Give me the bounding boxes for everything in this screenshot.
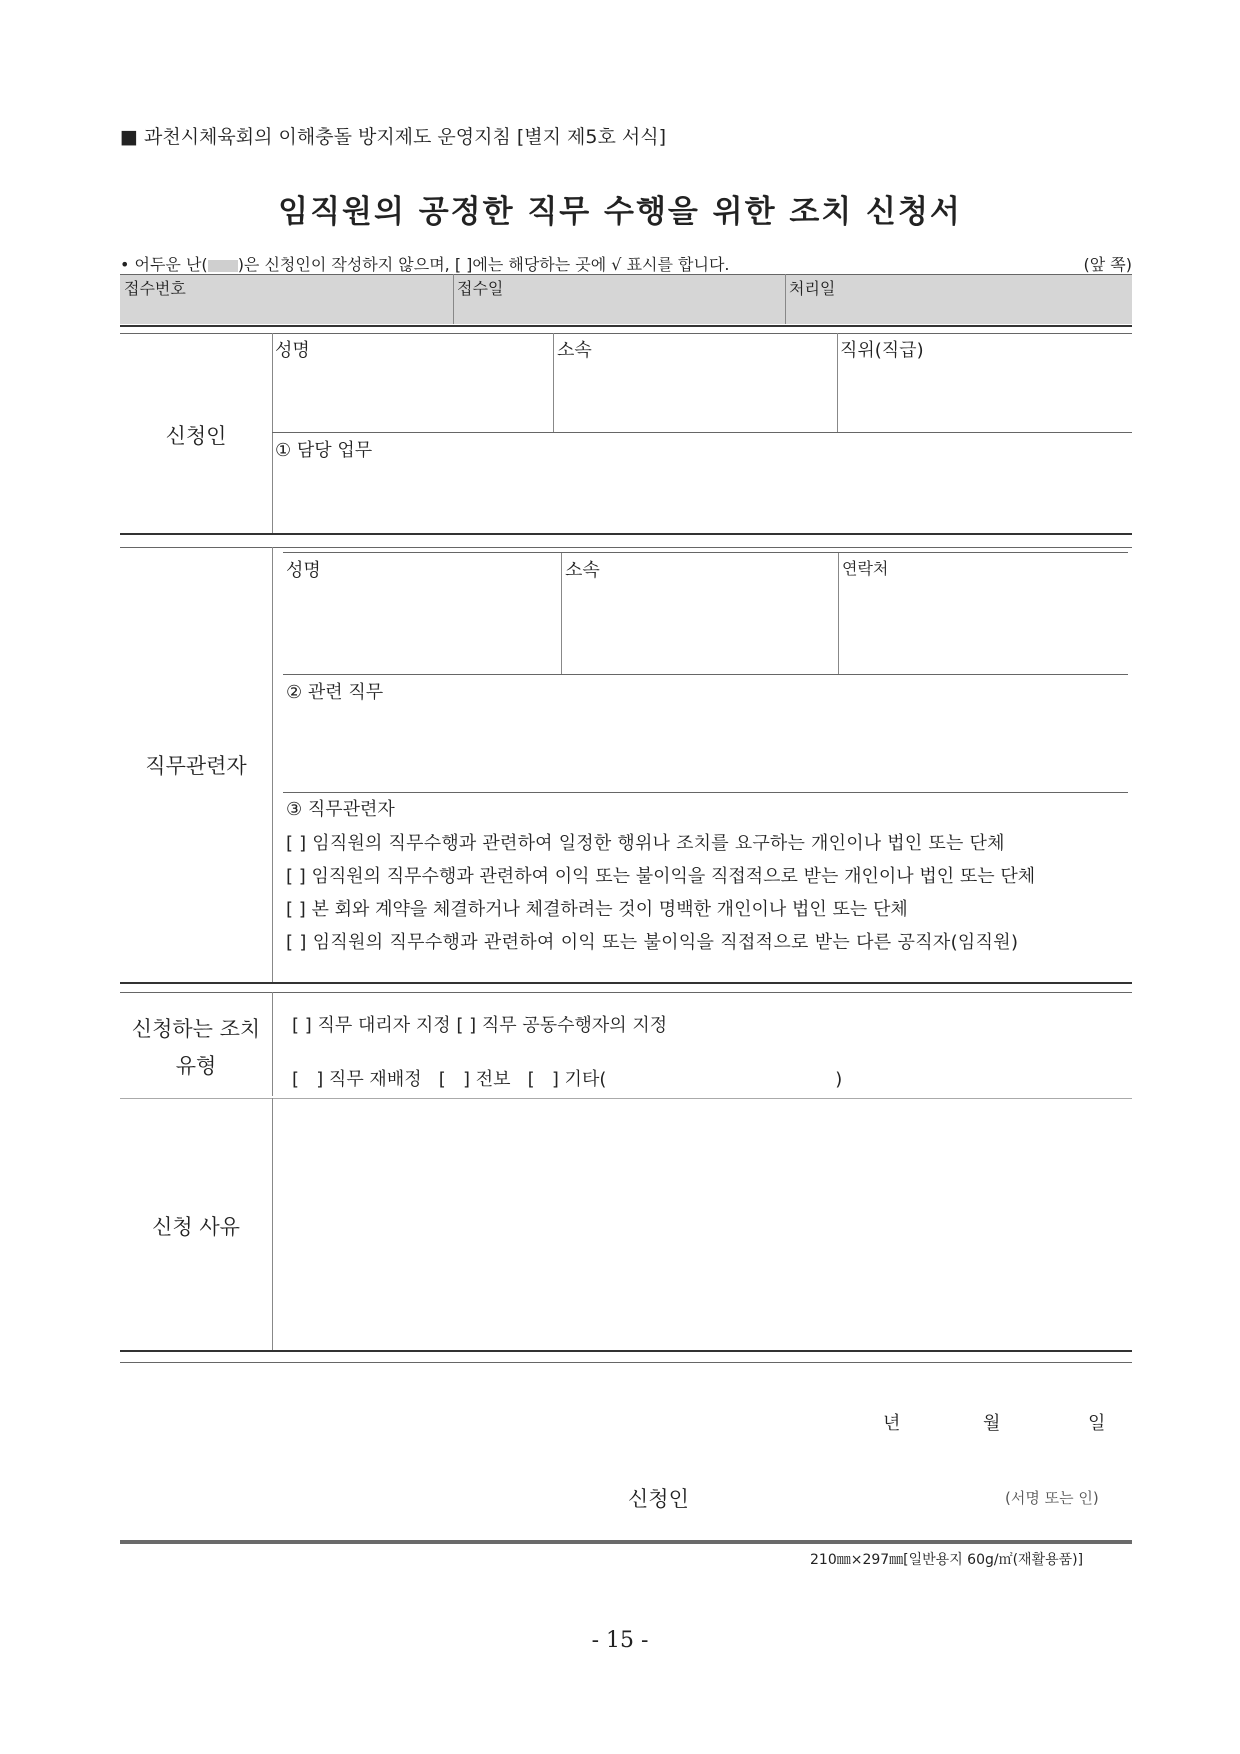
applicant-position-field[interactable]: 직위(직급) bbox=[840, 340, 924, 361]
related-affiliation-field[interactable]: 소속 bbox=[565, 560, 600, 581]
divider bbox=[838, 552, 839, 674]
divider bbox=[120, 1350, 1132, 1352]
reason-text-area[interactable] bbox=[276, 1102, 1126, 1346]
date-day-label: 일 bbox=[1088, 1413, 1106, 1434]
related-duty-field[interactable]: ② 관련 직무 bbox=[286, 682, 384, 703]
related-name-field[interactable]: 성명 bbox=[286, 560, 321, 581]
divider bbox=[553, 333, 554, 432]
divider bbox=[453, 274, 454, 324]
divider bbox=[272, 1098, 273, 1350]
divider bbox=[272, 992, 273, 1096]
footer-rule bbox=[120, 1540, 1132, 1544]
divider bbox=[272, 547, 273, 982]
receipt-date-label: 접수일 bbox=[457, 279, 504, 298]
instruction-text-1: • 어두운 난( bbox=[120, 255, 208, 274]
applicant-name-field[interactable]: 성명 bbox=[275, 340, 310, 361]
related-category-option-3[interactable]: [ ] 본 회와 계약을 체결하거나 체결하려는 것이 명백한 개인이나 법인 또는 단체 bbox=[286, 899, 908, 920]
applicant-duty-field[interactable]: ① 담당 업무 bbox=[275, 440, 373, 461]
signature-label: 신청인 bbox=[628, 1487, 689, 1511]
date-month-label: 월 bbox=[983, 1413, 1001, 1434]
instruction-text-2: )은 신청인이 작성하지 않으며, [ ]에는 해당하는 곳에 √ 표시를 합니다. bbox=[237, 255, 730, 274]
divider bbox=[785, 274, 786, 324]
measure-options-row-2[interactable]: [ ] 직무 재배정 [ ] 전보 [ ] 기타( ) bbox=[292, 1069, 843, 1090]
applicant-section-label: 신청인 bbox=[165, 424, 227, 448]
form-reference-note: ■ 과천시체육회의 이해충돌 방지제도 운영지침 [별지 제5호 서식] bbox=[120, 126, 666, 148]
related-person-section-label: 직무관련자 bbox=[145, 754, 247, 778]
divider bbox=[120, 274, 1132, 275]
divider bbox=[272, 432, 1132, 433]
measure-options-row-1[interactable]: [ ] 직무 대리자 지정 [ ] 직무 공동수행자의 지정 bbox=[292, 1015, 668, 1036]
divider bbox=[272, 333, 273, 533]
receipt-number-label: 접수번호 bbox=[124, 279, 186, 298]
applicant-affiliation-field[interactable]: 소속 bbox=[557, 340, 592, 361]
related-contact-field[interactable]: 연락처 bbox=[842, 559, 889, 578]
divider bbox=[283, 552, 1128, 553]
divider bbox=[120, 982, 1132, 984]
measure-type-label-line1: 신청하는 조치 bbox=[131, 1017, 261, 1041]
divider bbox=[120, 1362, 1132, 1363]
page-number: - 15 - bbox=[591, 1628, 649, 1653]
shaded-field-sample bbox=[208, 260, 238, 272]
instruction-line bbox=[120, 252, 1132, 275]
divider bbox=[120, 325, 1132, 327]
divider bbox=[561, 552, 562, 674]
related-category-option-1[interactable]: [ ] 임직원의 직무수행과 관련하여 일정한 행위나 조치를 요구하는 개인이나 법인 또는 단체 bbox=[286, 833, 1005, 854]
related-category-heading: ③ 직무관련자 bbox=[286, 799, 395, 820]
related-category-option-2[interactable]: [ ] 임직원의 직무수행과 관련하여 이익 또는 불이익을 직접적으로 받는 개인이나 법인 또는 단체 bbox=[286, 866, 1036, 887]
paper-spec: 210㎜×297㎜[일반용지 60g/㎡(재활용품)] bbox=[810, 1552, 1084, 1568]
form-title: 임직원의 공정한 직무 수행을 위한 조치 신청서 bbox=[278, 194, 962, 230]
signature-note: (서명 또는 인) bbox=[1005, 1489, 1099, 1507]
page-side-label: (앞 쪽) bbox=[1083, 255, 1132, 274]
divider bbox=[283, 674, 1128, 675]
divider bbox=[120, 533, 1132, 535]
process-date-label: 처리일 bbox=[789, 279, 836, 298]
office-use-row bbox=[120, 274, 1132, 324]
divider bbox=[283, 792, 1128, 793]
date-year-label: 년 bbox=[883, 1413, 901, 1434]
related-category-option-4[interactable]: [ ] 임직원의 직무수행과 관련하여 이익 또는 불이익을 직접적으로 받는 다른 공직자(임직원) bbox=[286, 932, 1019, 953]
measure-type-label-line2: 유형 bbox=[175, 1054, 217, 1078]
reason-section-label: 신청 사유 bbox=[152, 1215, 240, 1239]
divider bbox=[837, 333, 838, 432]
